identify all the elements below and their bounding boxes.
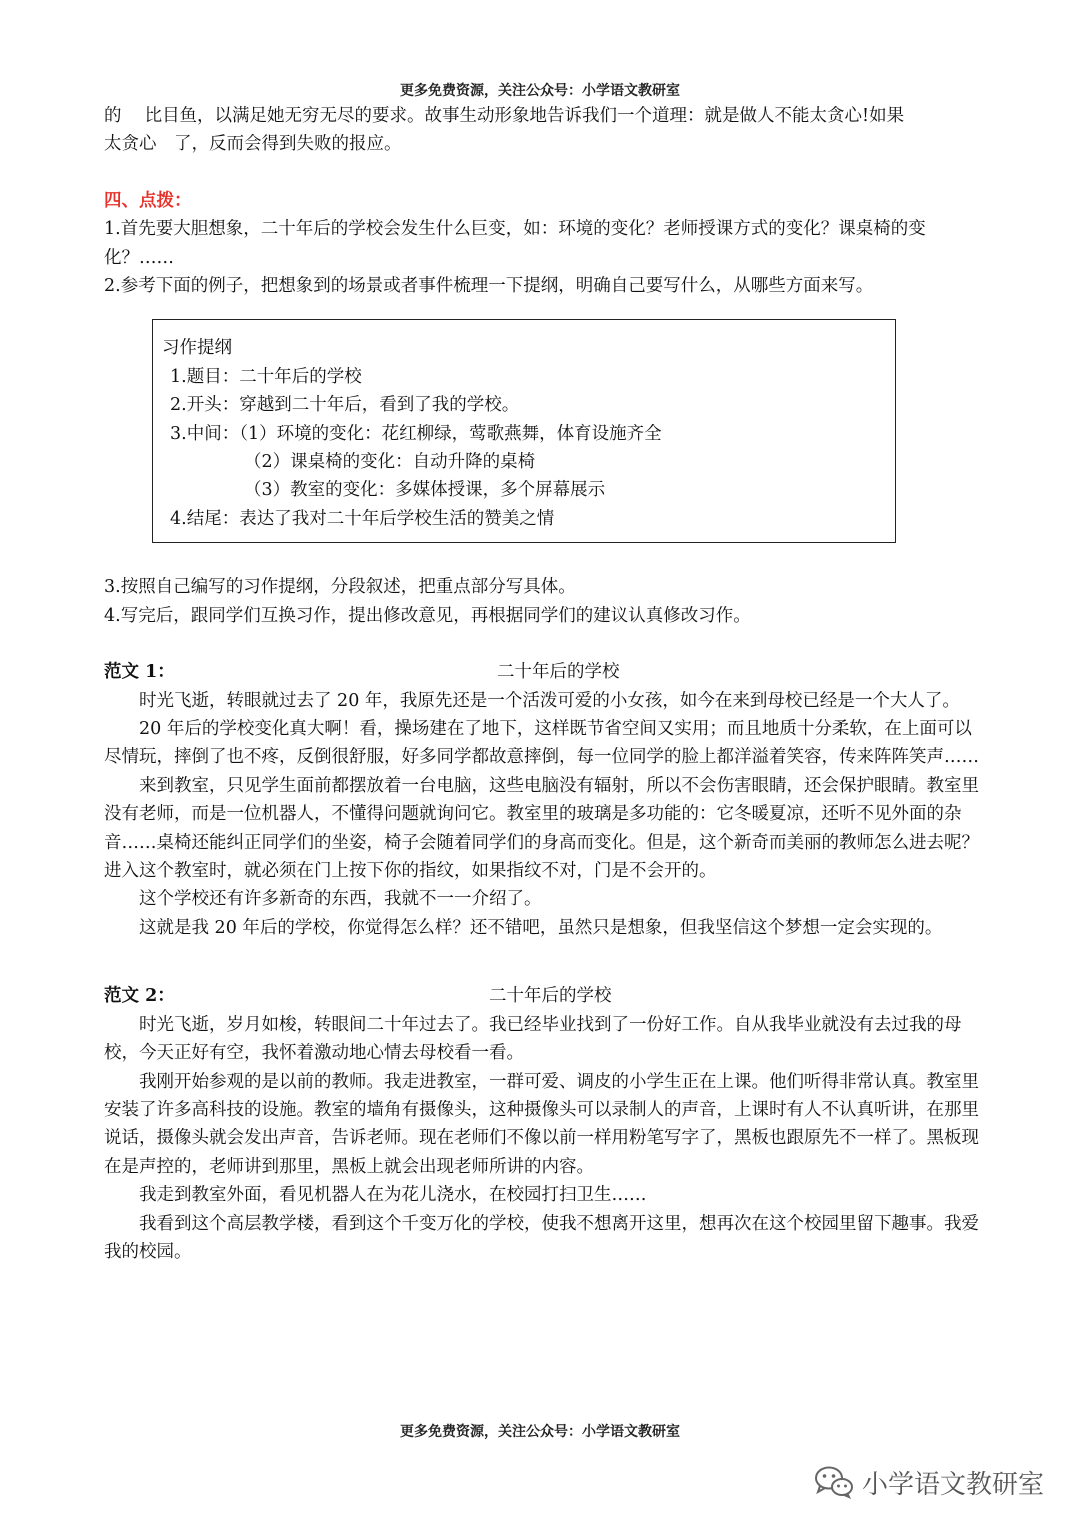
outline-opening: 2.开头：穿越到二十年后，看到了我的学校。 bbox=[170, 395, 520, 416]
tip-1: 1.首先要大胆想象，二十年后的学校会发生什么巨变，如：环境的变化？老师授课方式的变化？课桌椅的变化？…… bbox=[104, 219, 926, 268]
outline-ending: 4.结尾：表达了我对二十年后学校生活的赞美之情 bbox=[170, 508, 555, 529]
document-body bbox=[104, 102, 984, 1266]
outline-topic: 1.题目：二十年后的学校 bbox=[170, 366, 362, 387]
intro-line-1: 的 比目鱼，以满足她无穷无尽的要求。故事生动形象地告诉我们一个道理：就是做人不能太贪心!如果 bbox=[104, 106, 905, 126]
outline-middle-3: （3）教室的变化：多媒体授课，多个屏幕展示 bbox=[244, 480, 606, 501]
essay2-heading bbox=[104, 982, 984, 1010]
essay1-paragraph: 20 年后的学校变化真大啊！看，操场建在了地下，这样既节省空间又实用；而且地质十分柔软，在上面可以尽情玩，摔倒了也不疼，反倒很舒服，好多同学都故意摔倒，每一位同学的脸上都洋溢着笑容，传来阵阵笑声…… bbox=[104, 719, 979, 768]
essay1-paragraph: 时光飞逝，转眼就过去了 20 年，我原先还是一个活泼可爱的小女孩，如今在来到母校已经是一个大人了。 bbox=[139, 690, 960, 711]
essay1-paragraph: 这就是我 20 年后的学校，你觉得怎么样？还不错吧，虽然只是想象，但我坚信这个梦想一定会实现的。 bbox=[139, 917, 943, 938]
tip-3: 3.按照自己编写的习作提纲，分段叙述，把重点部分写具体。 bbox=[104, 577, 576, 598]
essay2-paragraph: 时光飞逝，岁月如梭，转眼间二十年过去了。我已经毕业找到了一份好工作。自从我毕业就没有去过我的母校，今天正好有空，我怀着激动地心情去母校看一看。 bbox=[104, 1014, 962, 1064]
essay2-paragraph: 我看到这个高层教学楼，看到这个千变万化的学校，使我不想离开这里，想再次在这个校园里留下趣事。我爱我的校园。 bbox=[104, 1213, 979, 1262]
essay1-paragraph: 来到教室，只见学生面前都摆放着一台电脑，这些电脑没有辐射，所以不会伤害眼睛，还会保护眼睛。教室里没有老师，而是一位机器人，不懂得问题就询问它。教室里的玻璃是多功能的：它冬暖夏凉，还听不见外面的杂音……桌椅还能纠正同学们的坐姿，椅子会随着同学们的身高而变化。但是，这个新奇而美丽的教师怎么进去呢？进入这个教室时，就必须在门上按下你的指纹，如果指纹不对，门是不会开的。 bbox=[104, 775, 979, 882]
intro-line-2: 太贪心 了，反而会得到失败的报应。 bbox=[104, 134, 402, 155]
tip-2: 2.参考下面的例子，把想象到的场景或者事件梳理一下提纲，明确自己要写什么，从哪些方面来写。 bbox=[104, 276, 874, 297]
watermark bbox=[814, 1460, 1044, 1504]
essay2-paragraph: 我刚开始参观的是以前的教师。我走进教室，一群可爱、调皮的小学生正在上课。他们听得非常认真。教室里安装了许多高科技的设施。教室的墙角有摄像头，这种摄像头可以录制人的声音，上课时有人不认真听讲，在那里说话，摄像头就会发出声音，告诉老师。现在老师们不像以前一样用粉笔写字了，黑板也跟原先不一样了。黑板现在是声控的，老师讲到那里，黑板上就会出现老师所讲的内容。 bbox=[104, 1071, 979, 1177]
essay1-title: 二十年后的学校 bbox=[497, 662, 620, 683]
outline-title: 习作提纲 bbox=[162, 338, 232, 359]
watermark-text: 小学语文教研室 bbox=[862, 1469, 1045, 1500]
page-header: 更多免费资源，关注公众号：小学语文教研室 bbox=[400, 83, 680, 99]
essay1-paragraph: 这个学校还有许多新奇的东西，我就不一一介绍了。 bbox=[139, 889, 542, 910]
essay1-label: 范文 1： bbox=[104, 662, 175, 683]
page-footer: 更多免费资源，关注公众号：小学语文教研室 bbox=[400, 1424, 680, 1440]
section-heading: 四、点拨： bbox=[104, 190, 192, 211]
essay2-paragraph: 我走到教室外面，看见机器人在为花儿浇水，在校园打扫卫生…… bbox=[139, 1185, 647, 1206]
outline-middle-2: （2）课桌椅的变化：自动升降的桌椅 bbox=[244, 452, 536, 473]
outline-box bbox=[152, 319, 896, 543]
essay1-heading bbox=[104, 658, 984, 686]
wechat-icon bbox=[814, 1465, 854, 1499]
tip-4: 4.写完后，跟同学们互换习作，提出修改意见，再根据同学们的建议认真修改习作。 bbox=[104, 605, 751, 626]
outline-middle: 3.中间：（1）环境的变化：花红柳绿，莺歌燕舞，体育设施齐全 bbox=[170, 423, 662, 444]
essay2-title: 二十年后的学校 bbox=[489, 986, 612, 1007]
essay2-label: 范文 2： bbox=[104, 986, 175, 1007]
